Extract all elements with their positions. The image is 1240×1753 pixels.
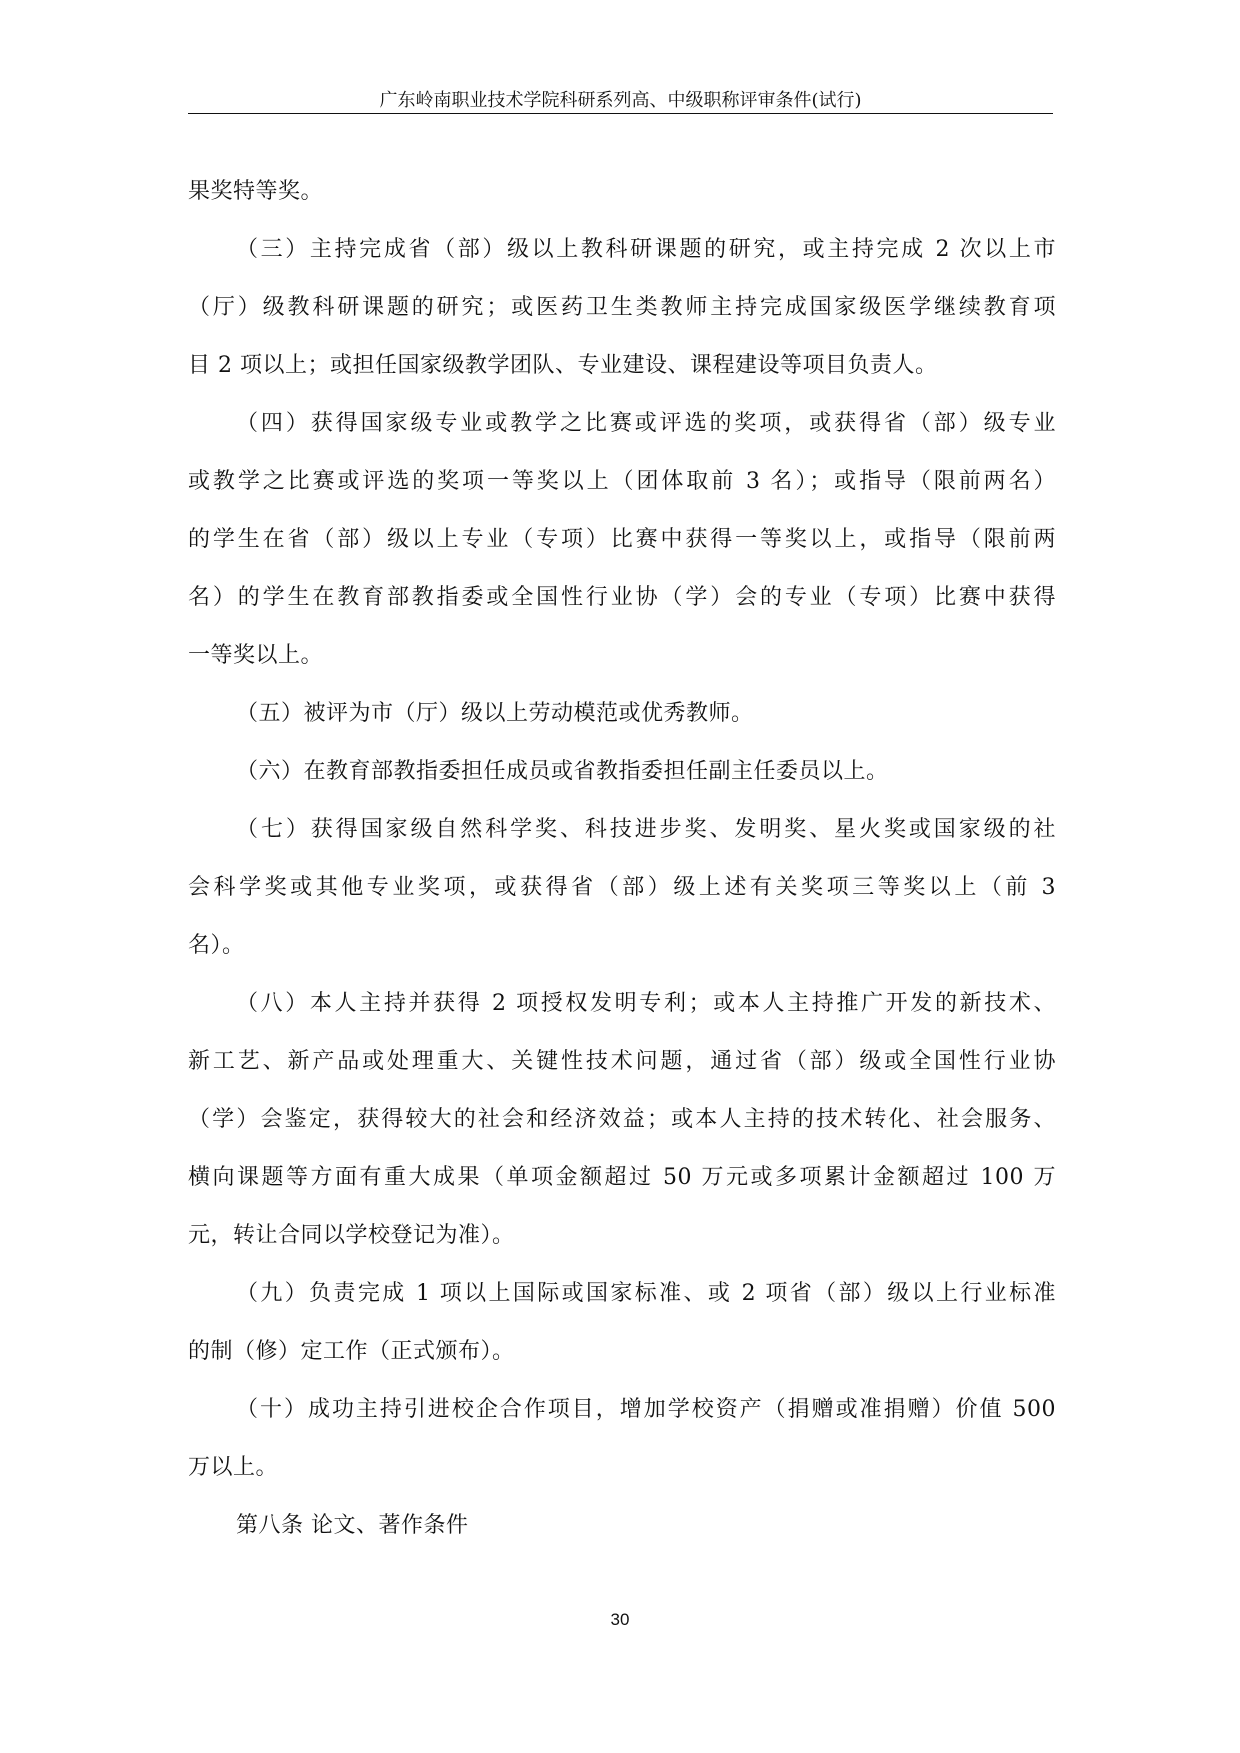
text-line: 横向课题等方面有重大成果（单项金额超过 50 万元或多项累计金额超过 100 万 [188, 1165, 1056, 1190]
text-line: （学）会鉴定，获得较大的社会和经济效益；或本人主持的技术转化、社会服务、 [188, 1107, 1056, 1132]
text-line: （三）主持完成省（部）级以上教科研课题的研究，或主持完成 2 次以上市 [236, 237, 1056, 262]
text-line: 名）。 [188, 933, 245, 958]
body-text [188, 163, 1056, 1555]
text-line: （四）获得国家级专业或教学之比赛或评选的奖项，或获得省（部）级专业 [236, 411, 1056, 436]
text-line: 一等奖以上。 [188, 643, 324, 668]
text-line: 会科学奖或其他专业奖项，或获得省（部）级上述有关奖项三等奖以上（前 3 [188, 875, 1056, 900]
section-heading: 第八条 论文、著作条件 [236, 1513, 469, 1538]
text-line: （七）获得国家级自然科学奖、科技进步奖、发明奖、星火奖或国家级的社 [236, 817, 1056, 842]
text-line: 目 2 项以上；或担任国家级教学团队、专业建设、课程建设等项目负责人。 [188, 353, 938, 378]
text-line: （八）本人主持并获得 2 项授权发明专利；或本人主持推广开发的新技术、 [236, 991, 1056, 1016]
text-line: 果奖特等奖。 [188, 179, 324, 204]
text-line: 的学生在省（部）级以上专业（专项）比赛中获得一等奖以上，或指导（限前两 [188, 527, 1056, 552]
text-line: （十）成功主持引进校企合作项目，增加学校资产（捐赠或准捐赠）价值 500 [236, 1397, 1056, 1422]
text-line: 万以上。 [188, 1455, 279, 1480]
text-line: （六）在教育部教指委担任成员或省教指委担任副主任委员以上。 [236, 759, 889, 784]
header-divider [188, 113, 1053, 114]
page-number: 30 [610, 1610, 630, 1629]
text-line: 新工艺、新产品或处理重大、关键性技术问题，通过省（部）级或全国性行业协 [188, 1049, 1056, 1074]
text-line: （五）被评为市（厅）级以上劳动模范或优秀教师。 [236, 701, 754, 726]
running-header-title: 广东岭南职业技术学院科研系列高、中级职称评审条件(试行) [379, 90, 862, 111]
text-line: （厅）级教科研课题的研究；或医药卫生类教师主持完成国家级医学继续教育项 [188, 295, 1056, 320]
text-line: （九）负责完成 1 项以上国际或国家标准、或 2 项省（部）级以上行业标准 [236, 1281, 1056, 1306]
text-line: 的制（修）定工作（正式颁布）。 [188, 1339, 515, 1364]
text-line: 或教学之比赛或评选的奖项一等奖以上（团体取前 3 名）；或指导（限前两名） [188, 469, 1056, 494]
text-line: 元，转让合同以学校登记为准）。 [188, 1223, 515, 1248]
text-line: 名）的学生在教育部教指委或全国性行业协（学）会的专业（专项）比赛中获得 [188, 585, 1056, 610]
